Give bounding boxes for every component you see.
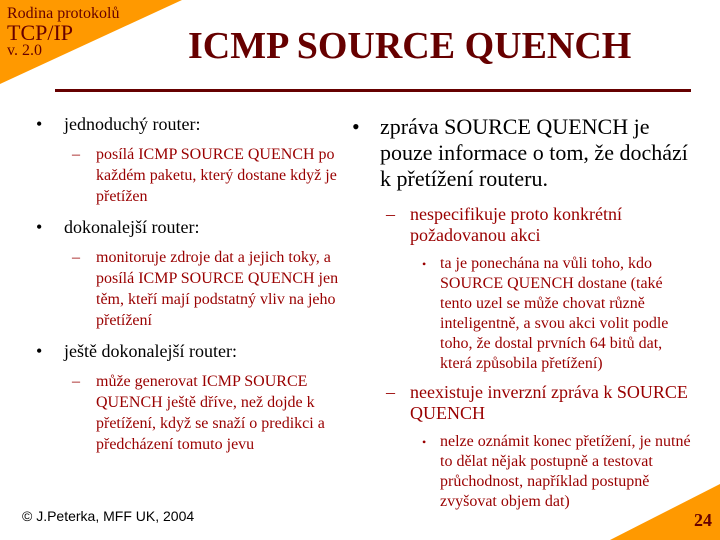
bullet-item: [352, 114, 692, 192]
dash-marker: –: [72, 146, 80, 163]
slide-title: ICMP SOURCE QUENCH: [188, 25, 632, 67]
bullet-item: [36, 217, 352, 238]
dash-marker: –: [72, 373, 80, 390]
bullet-marker: •: [422, 435, 427, 449]
right-column: [352, 114, 692, 520]
sub-bullet-item: [36, 371, 352, 455]
bullet-text: dokonalejší router:: [64, 217, 200, 237]
dash-marker: –: [72, 249, 80, 266]
bullet-text: jednoduchý router:: [64, 114, 201, 134]
bullet-text: zpráva SOURCE QUENCH je pouze informace o tom, že dochází k přetížení routeru.: [380, 114, 688, 191]
bullet-marker: •: [36, 341, 43, 361]
sub-sub-bullet-item: [352, 432, 692, 512]
brand-line-1: Rodina protokolů: [7, 5, 120, 22]
sub-bullet-item: [36, 247, 352, 331]
left-column: [36, 114, 352, 465]
brand-line-2: TCP/IP: [7, 20, 74, 45]
dash-marker: –: [386, 204, 395, 224]
bullet-marker: •: [36, 114, 43, 134]
brand-version: v. 2.0: [7, 42, 42, 59]
bullet-marker: •: [352, 114, 360, 139]
sub-bullet-item: [352, 204, 692, 246]
sub-sub-bullet-item: [352, 254, 692, 374]
sub-bullet-item: [352, 382, 692, 424]
bullet-text: ještě dokonalejší router:: [64, 341, 237, 361]
bullet-item: [36, 114, 352, 135]
dash-marker: –: [386, 382, 395, 402]
sub-bullet-text: posílá ICMP SOURCE QUENCH po každém paketu, který dostane když je přetížen: [96, 146, 337, 205]
sub-bullet-text: monitoruje zdroje dat a jejich toky, a posílá ICMP SOURCE QUENCH jen těm, kteří mají podstatný vliv na jeho přetížení: [96, 249, 339, 329]
title-underline: [55, 89, 691, 92]
sub-bullet-text: neexistuje inverzní zpráva k SOURCE QUENCH: [410, 382, 688, 423]
sub-bullet-item: [36, 144, 352, 207]
sub-bullet-text: nespecifikuje proto konkrétní požadovanou akci: [410, 204, 622, 245]
sub-bullet-text: může generovat ICMP SOURCE QUENCH ještě dříve, než dojde k přetížení, když se snaží o predikci a předcházení tomuto jevu: [96, 373, 325, 453]
footer-copyright: © J.Peterka, MFF UK, 2004: [22, 508, 195, 524]
sub-sub-bullet-text: nelze oznámit konec přetížení, je nutné to dělat nějak postupně a testovat průchodnost, například postupně zvyšovat objem dat): [440, 433, 691, 510]
bullet-marker: •: [36, 217, 43, 237]
page-number: 24: [694, 510, 712, 530]
bullet-item: [36, 341, 352, 362]
bullet-marker: •: [422, 257, 427, 271]
sub-sub-bullet-text: ta je ponechána na vůli toho, kdo SOURCE QUENCH dostane (také tento uzel se může chovat různě inteligentně, a svou akci volit podle toho, že dostal prvních 64 bitů dat, která způsobila přetížení): [440, 255, 669, 372]
